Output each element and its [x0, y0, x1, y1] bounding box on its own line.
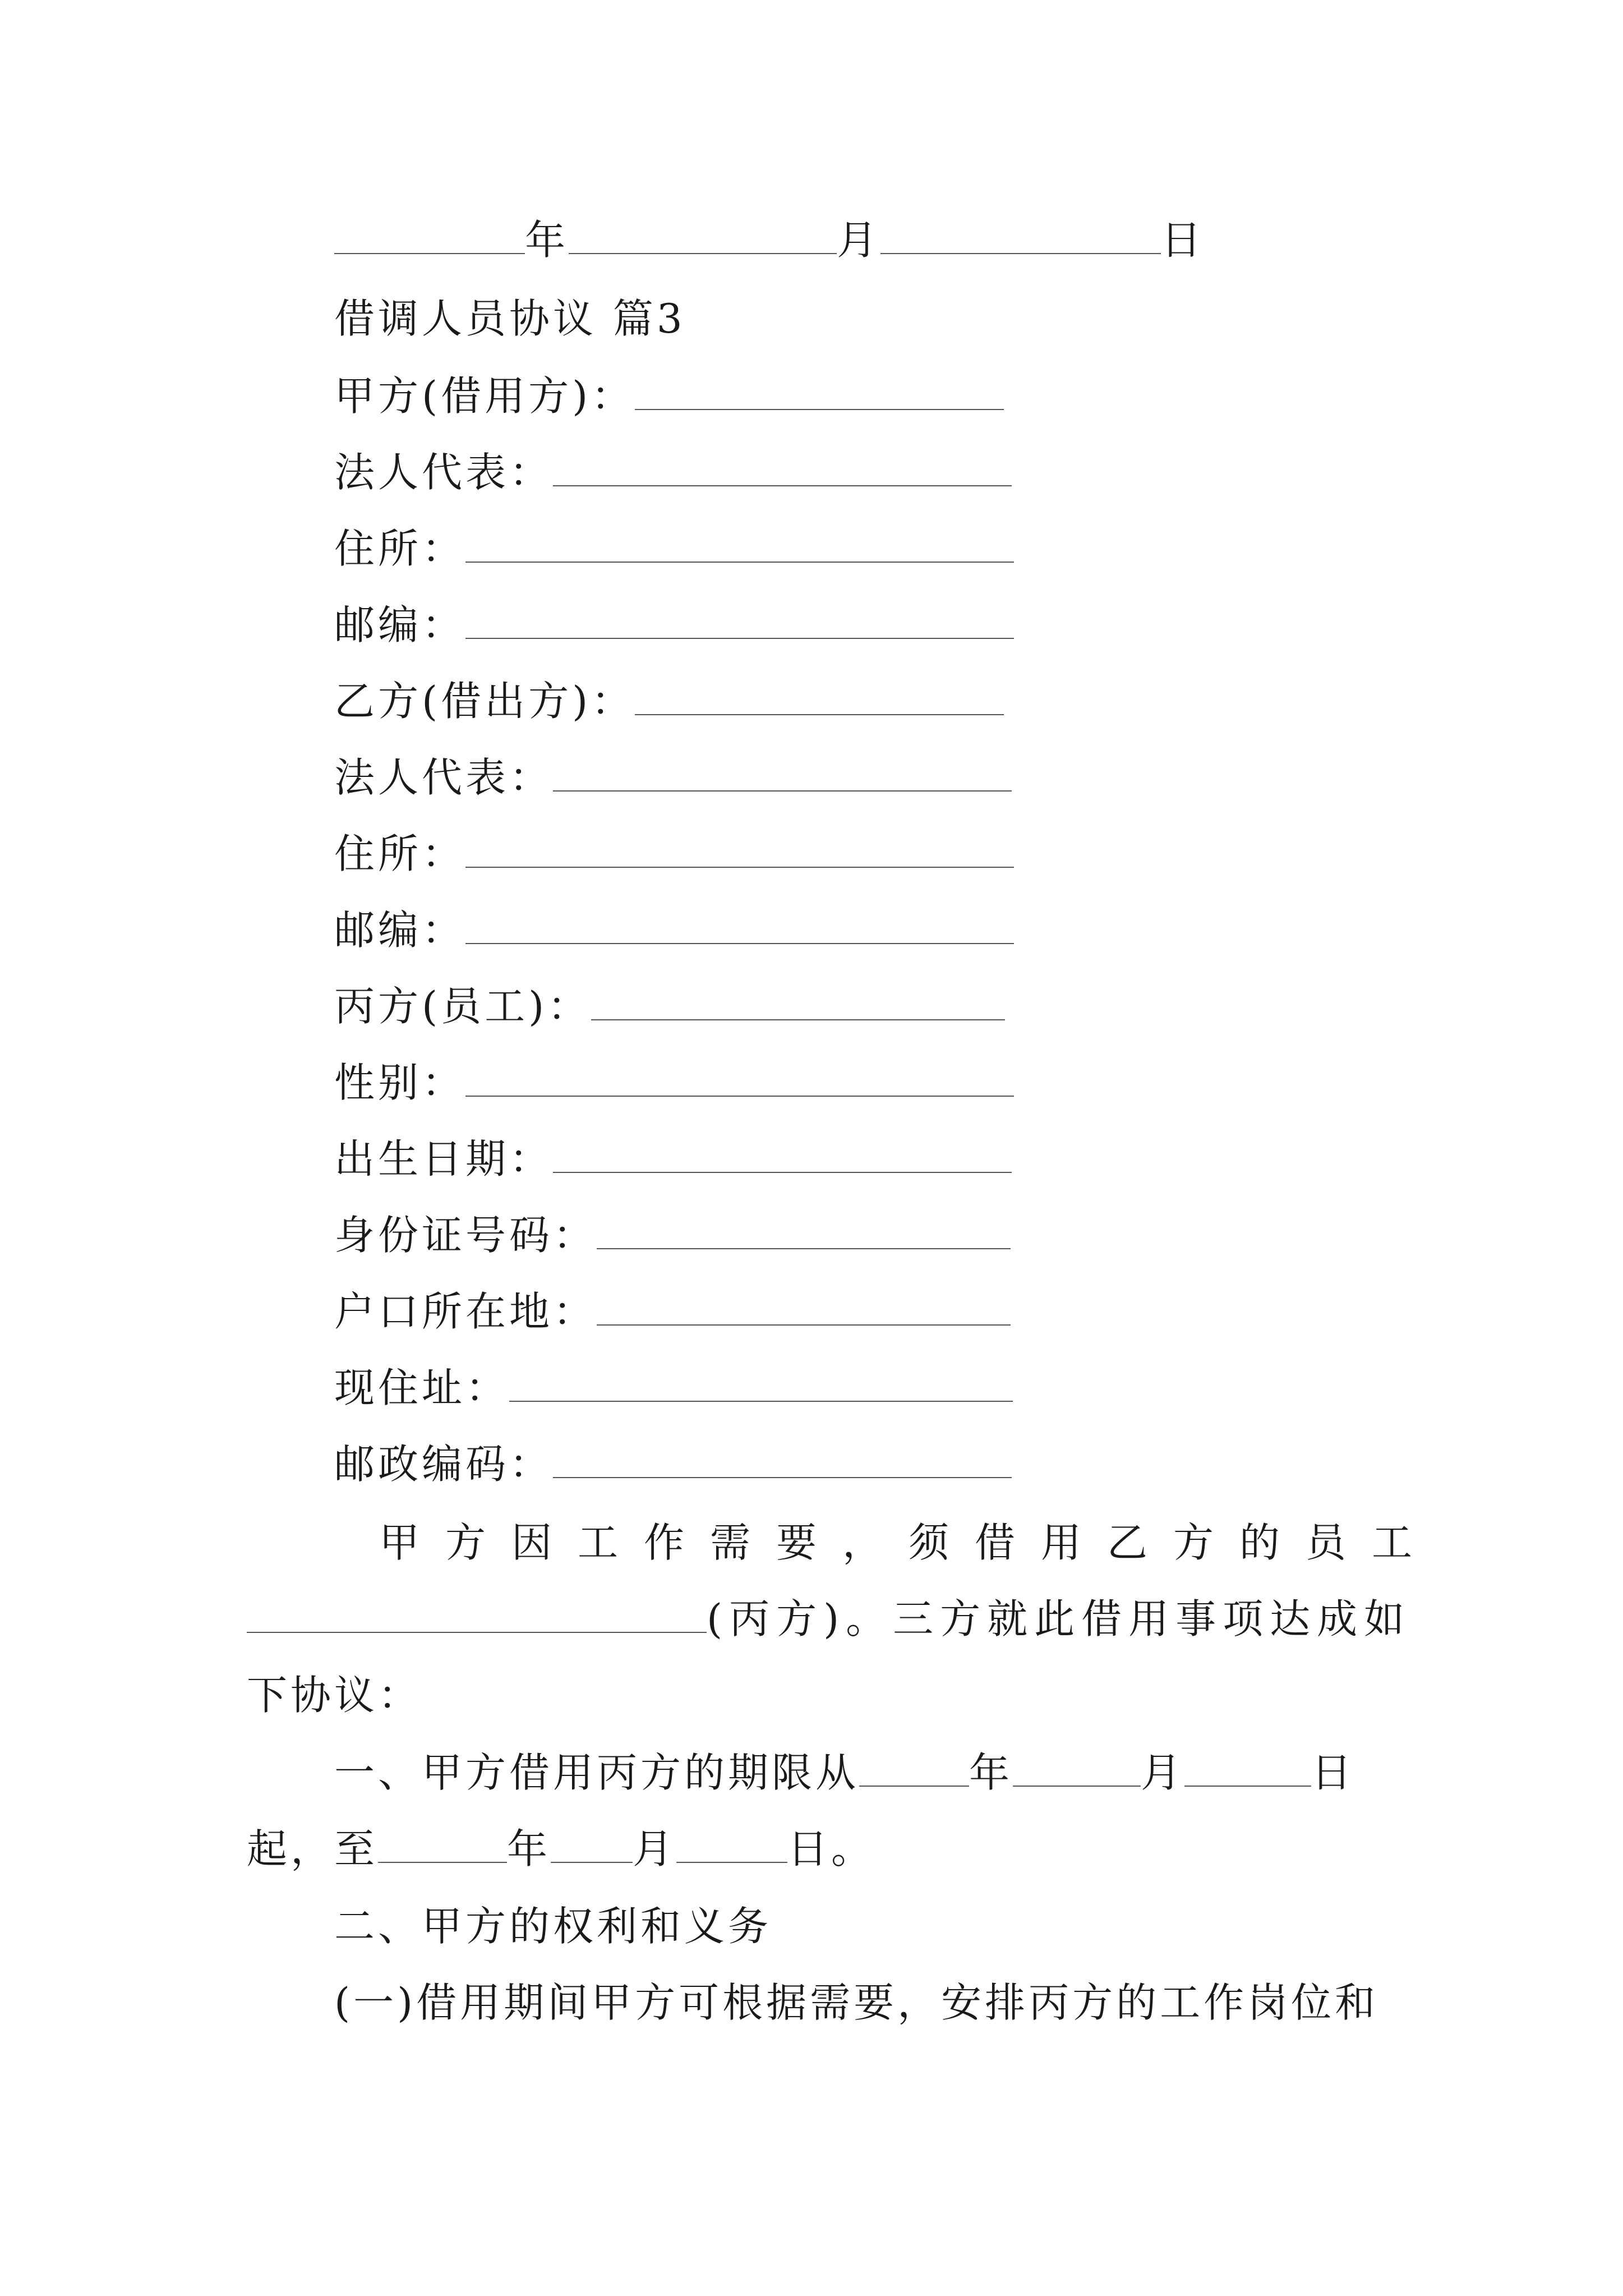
field-postal-code: [334, 1436, 1012, 1492]
clause-2-item-1: (一)借用期间甲方可根据需要，安排丙方的工作岗位和: [334, 1979, 1379, 2026]
field-blank[interactable]: [465, 1055, 1014, 1097]
field-blank[interactable]: [597, 1208, 1011, 1249]
intro-line-1: 甲方因工作需要，须借用乙方的员工: [379, 1519, 1438, 1566]
field-label: 性别：: [334, 1059, 466, 1106]
start-month-blank[interactable]: [1013, 1745, 1141, 1787]
field-birthdate: [334, 1131, 1012, 1187]
date-line: [334, 212, 1205, 268]
field-party-a: [334, 368, 1004, 424]
field-label: 邮编：: [334, 907, 466, 954]
end-month-label: 月: [633, 1825, 677, 1872]
field-current-address: [334, 1360, 1013, 1416]
month-label: 月: [837, 217, 881, 264]
start-day-label: 日: [1311, 1749, 1355, 1796]
field-blank[interactable]: [553, 1131, 1012, 1173]
clause-1-line-2: [247, 1821, 875, 1877]
start-month-label: 月: [1141, 1749, 1185, 1796]
field-blank[interactable]: [465, 826, 1014, 868]
employee-name-blank[interactable]: [247, 1591, 707, 1633]
clause-2-heading: 二、甲方的权利和义务: [334, 1903, 772, 1950]
field-blank[interactable]: [509, 1360, 1013, 1402]
start-year-blank[interactable]: [859, 1745, 969, 1787]
field-label: 乙方(借出方)：: [334, 678, 635, 725]
intro-line-3: 下协议：: [247, 1672, 422, 1719]
field-blank[interactable]: [553, 1437, 1012, 1478]
field-label: 身份证号码：: [334, 1212, 597, 1259]
end-year-blank[interactable]: [378, 1821, 507, 1863]
day-label: 日: [1161, 217, 1205, 264]
field-label: 现住址：: [334, 1364, 510, 1411]
field-legal-rep-b: [334, 749, 1012, 806]
field-blank[interactable]: [465, 597, 1014, 639]
clause-1-line-2-prefix: 起，至: [247, 1825, 379, 1872]
field-blank[interactable]: [591, 979, 1005, 1020]
field-address-b: [334, 826, 1014, 882]
field-postcode-a: [334, 597, 1014, 653]
clause-1-line-1: [334, 1745, 1355, 1801]
field-household-registration: [334, 1283, 1011, 1340]
end-day-label: 日。: [787, 1825, 875, 1872]
start-year-label: 年: [969, 1749, 1013, 1796]
field-label: 法人代表：: [334, 754, 554, 801]
clause-1-prefix: 一、甲方借用丙方的期限从: [334, 1749, 860, 1796]
field-blank[interactable]: [635, 674, 1004, 715]
field-id-number: [334, 1207, 1011, 1263]
field-blank[interactable]: [553, 445, 1012, 486]
field-label: 住所：: [334, 830, 466, 877]
field-blank[interactable]: [553, 750, 1012, 792]
field-party-c: [334, 978, 1005, 1034]
year-blank[interactable]: [334, 213, 525, 254]
field-label: 邮政编码：: [334, 1441, 554, 1488]
day-blank[interactable]: [880, 213, 1161, 254]
field-gender: [334, 1055, 1014, 1111]
month-blank[interactable]: [569, 213, 837, 254]
intro-line-2-text: (丙方)。三方就此借用事项达成如: [707, 1595, 1412, 1642]
intro-line-2: [247, 1591, 1411, 1647]
field-label: 户口所在地：: [334, 1288, 597, 1335]
field-address-a: [334, 521, 1014, 577]
field-label: 邮编：: [334, 601, 466, 648]
start-day-blank[interactable]: [1184, 1745, 1311, 1787]
field-blank[interactable]: [597, 1284, 1011, 1326]
field-legal-rep-a: [334, 444, 1012, 500]
end-year-label: 年: [507, 1825, 551, 1872]
field-blank[interactable]: [635, 369, 1004, 410]
field-label: 出生日期：: [334, 1135, 554, 1182]
field-party-b: [334, 673, 1004, 729]
field-postcode-b: [334, 902, 1014, 958]
document-title: 借调人员协议 篇3: [334, 295, 686, 342]
year-label: 年: [525, 217, 569, 264]
field-blank[interactable]: [465, 903, 1014, 944]
end-day-blank[interactable]: [676, 1821, 787, 1863]
field-label: 住所：: [334, 525, 466, 572]
field-label: 甲方(借用方)：: [334, 372, 635, 420]
field-label: 丙方(员工)：: [334, 983, 592, 1030]
field-label: 法人代表：: [334, 449, 554, 496]
end-month-blank[interactable]: [551, 1821, 633, 1863]
field-blank[interactable]: [465, 521, 1014, 563]
